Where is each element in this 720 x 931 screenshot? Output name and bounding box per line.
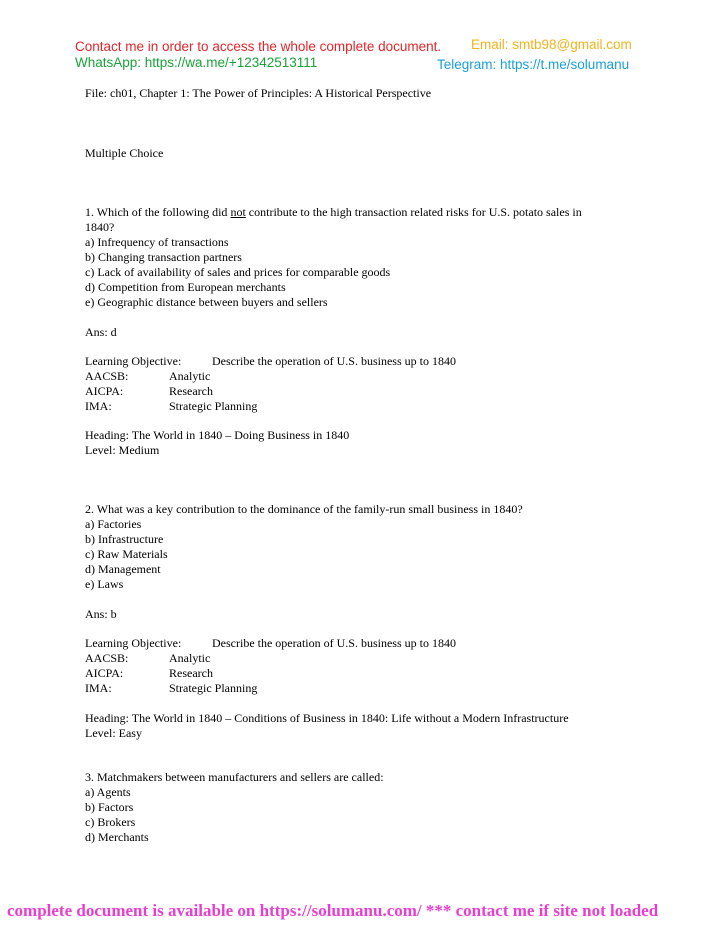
question-1-text-cont: 1840? <box>85 220 115 234</box>
aicpa-value: Research <box>169 666 213 680</box>
aicpa-label: AICPA: <box>85 384 124 398</box>
email-link[interactable]: Email: smtb98@gmail.com <box>471 37 632 52</box>
question-2-text: 2. What was a key contribution to the dominance of the family-run small business in 1840? <box>85 502 523 516</box>
question-2-heading-block <box>85 711 569 741</box>
aicpa-row <box>85 666 645 681</box>
aacsb-row <box>85 651 645 666</box>
question-3-option-d: d) Merchants <box>85 830 149 844</box>
question-3 <box>85 770 384 845</box>
aacsb-row <box>85 369 645 384</box>
question-1-answer: Ans: d <box>85 325 117 339</box>
question-3-option-c: c) Brokers <box>85 815 136 829</box>
aacsb-value: Analytic <box>169 651 211 665</box>
aicpa-row <box>85 384 645 399</box>
question-1-level: Level: Medium <box>85 443 160 457</box>
question-1-metadata <box>85 354 645 414</box>
question-2-option-c: c) Raw Materials <box>85 547 168 561</box>
ima-row <box>85 681 645 696</box>
learning-objective-row <box>85 636 645 651</box>
question-1 <box>85 205 582 310</box>
learning-objective-value: Describe the operation of U.S. business up to 1840 <box>212 636 456 650</box>
telegram-link[interactable]: Telegram: https://t.me/solumanu <box>437 57 630 72</box>
question-1-option-d: d) Competition from European merchants <box>85 280 286 294</box>
ima-label: IMA: <box>85 399 112 413</box>
question-1-option-a: a) Infrequency of transactions <box>85 235 229 249</box>
question-1-text-end: contribute to the high transaction related risks for U.S. potato sales in <box>245 205 582 219</box>
question-2-level: Level: Easy <box>85 726 142 740</box>
question-2-answer: Ans: b <box>85 607 117 621</box>
learning-objective-label: Learning Objective: <box>85 636 182 650</box>
section-heading: Multiple Choice <box>85 146 164 160</box>
ima-value: Strategic Planning <box>169 399 258 413</box>
question-1-text-start: 1. Which of the following did <box>85 205 231 219</box>
aicpa-value: Research <box>169 384 213 398</box>
learning-objective-label: Learning Objective: <box>85 354 182 368</box>
ima-row <box>85 399 645 414</box>
question-1-option-e: e) Geographic distance between buyers and sellers <box>85 295 328 309</box>
learning-objective-value: Describe the operation of U.S. business up to 1840 <box>212 354 456 368</box>
question-3-text: 3. Matchmakers between manufacturers and sellers are called: <box>85 770 384 784</box>
question-2-metadata <box>85 636 645 696</box>
footer-banner[interactable]: complete document is available on https://solumanu.com/ *** contact me if site not loaded <box>7 901 659 920</box>
ima-value: Strategic Planning <box>169 681 258 695</box>
contact-notice: Contact me in order to access the whole complete document. <box>75 39 442 54</box>
question-1-emphasis: not <box>230 205 246 219</box>
question-2 <box>85 502 523 592</box>
question-1-text <box>85 205 582 220</box>
learning-objective-row <box>85 354 645 369</box>
aacsb-label: AACSB: <box>85 369 129 383</box>
question-1-option-b: b) Changing transaction partners <box>85 250 242 264</box>
question-1-heading: Heading: The World in 1840 – Doing Business in 1840 <box>85 428 350 442</box>
question-3-option-b: b) Factors <box>85 800 134 814</box>
whatsapp-link[interactable]: WhatsApp: https://wa.me/+12342513111 <box>75 55 318 70</box>
ima-label: IMA: <box>85 681 112 695</box>
aacsb-value: Analytic <box>169 369 211 383</box>
question-2-option-e: e) Laws <box>85 577 124 591</box>
question-3-option-a: a) Agents <box>85 785 131 799</box>
file-title: File: ch01, Chapter 1: The Power of Principles: A Historical Perspective <box>85 86 432 100</box>
aacsb-label: AACSB: <box>85 651 129 665</box>
question-2-option-a: a) Factories <box>85 517 142 531</box>
question-2-heading: Heading: The World in 1840 – Conditions of Business in 1840: Life without a Modern Infrastructure <box>85 711 569 725</box>
question-2-option-d: d) Management <box>85 562 161 576</box>
question-1-option-c: c) Lack of availability of sales and prices for comparable goods <box>85 265 391 279</box>
question-1-heading-block <box>85 428 349 458</box>
question-2-option-b: b) Infrastructure <box>85 532 164 546</box>
aicpa-label: AICPA: <box>85 666 124 680</box>
